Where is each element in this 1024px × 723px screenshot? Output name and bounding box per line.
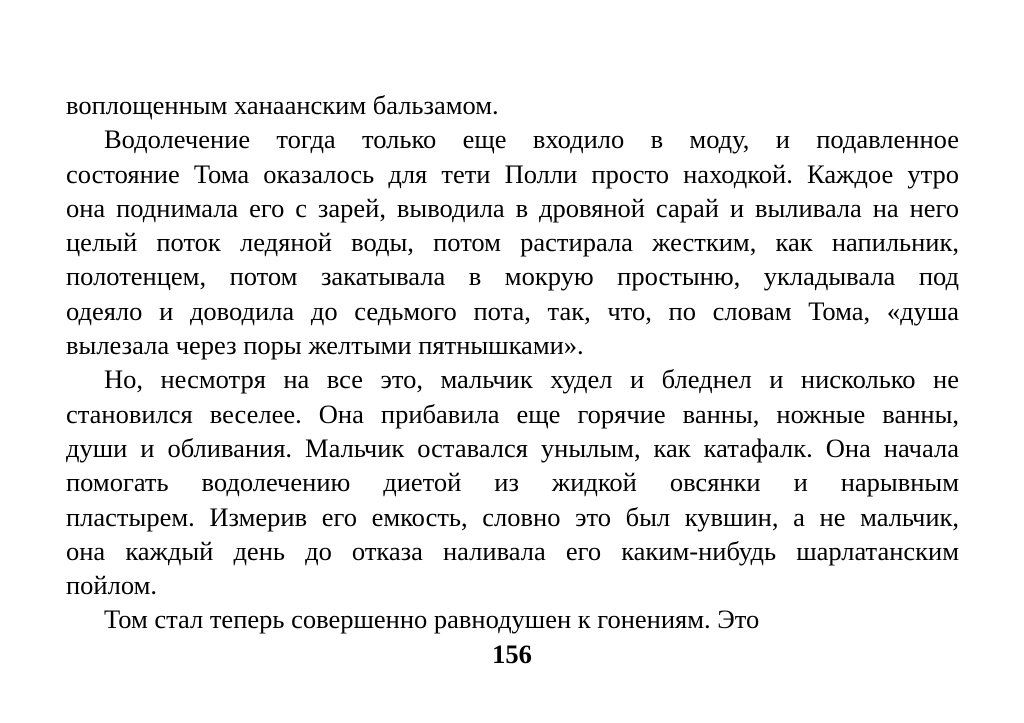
text-line: она поднимала его с зарей, выводила в дровяной сарай и выливала на него: [66, 192, 959, 223]
text-line: Водолечение тогда только еще входило в моду, и подавленное: [104, 124, 959, 155]
paragraph: [66, 122, 959, 362]
text-line: пойлом.: [66, 570, 157, 601]
text-line: пластырем. Измерив его емкость, словно это был кувшин, а не мальчик,: [66, 501, 959, 532]
text-line: становился веселее. Она прибавила еще горячие ванны, ножные ванны,: [66, 398, 959, 429]
text-line: одеяло и доводила до седьмого пота, так, что, по словам Тома, «душа: [66, 295, 959, 326]
text-line: состояние Тома оказалось для тети Полли просто находкой. Каждое утро: [66, 158, 959, 189]
text-line: помогать водолечению диетой из жидкой овсянки и нарывным: [66, 467, 959, 498]
text-line: вылезала через поры желтыми пятнышками».: [66, 330, 584, 361]
text-line: Том стал теперь совершенно равнодушен к гонениям. Это: [104, 604, 760, 635]
page-number: 156: [492, 639, 532, 669]
text-line: полотенцем, потом закатывала в мокрую простыню, укладывала под: [66, 261, 959, 292]
text-line: воплощенным ханаанским бальзамом.: [66, 90, 499, 120]
text-line: она каждый день до отказа наливала его каким-нибудь шарлатанским: [66, 535, 959, 566]
text-line: Но, несмотря на все это, мальчик худел и бледнел и нисколько не: [104, 364, 959, 395]
text-line: души и обливания. Мальчик оставался унылым, как катафалк. Она начала: [66, 432, 959, 463]
page-text: [66, 88, 959, 637]
paragraph: [66, 602, 959, 636]
text-line: целый поток ледяной воды, потом растирала жестким, как напильник,: [66, 227, 959, 258]
paragraph: [66, 88, 959, 122]
paragraph: [66, 362, 959, 602]
